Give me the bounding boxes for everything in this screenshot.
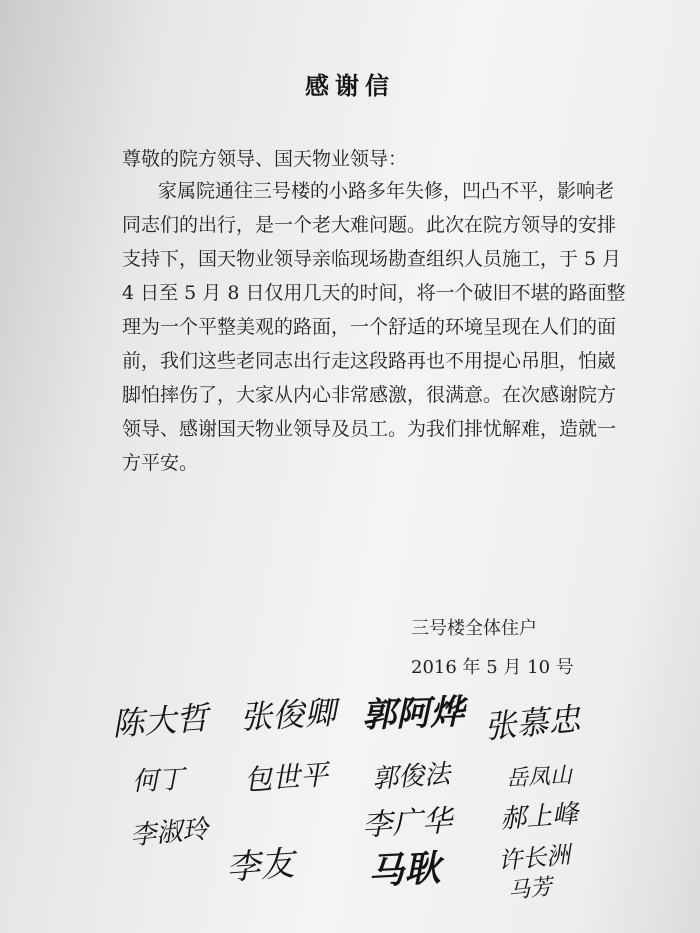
body-line: 理为一个平整美观的路面，一个舒适的环境呈现在人们的面 (122, 316, 617, 338)
body-line: 领导、感谢国天物业领导及员工。为我们排忧解难，造就一 (122, 418, 617, 440)
signature: 马耿 (367, 847, 442, 893)
signature: 张慕忠 (482, 699, 582, 747)
signature: 何丁 (131, 764, 185, 798)
body-line: 家属院通往三号楼的小路多年失修，凹凸不平，影响老 (158, 180, 615, 202)
signature: 陈大哲 (110, 698, 210, 744)
signature: 岳凤山 (505, 763, 573, 792)
signature: 张俊卿 (239, 693, 338, 737)
signature: 包世平 (243, 758, 330, 797)
signature: 马芳 (507, 874, 554, 905)
body-line: 4 日至 5 月 8 日仅用几天的时间，将一个破旧不堪的路面整 (122, 282, 626, 304)
body-line: 支持下，国天物业领导亲临现场勘查组织人员施工，于 5 月 (122, 248, 622, 270)
body-line: 方平安。 (122, 452, 199, 474)
signature: 李广华 (361, 803, 454, 844)
letter-body (122, 174, 626, 480)
sender-line: 三号楼全体住户 (411, 618, 537, 639)
body-line: 脚怕摔伤了，大家从内心非常感激，很满意。在次感谢院方 (122, 384, 617, 406)
body-line: 同志们的出行，是一个老大难问题。此次在院方领导的安排 (122, 214, 617, 236)
signature: 李淑玲 (129, 814, 210, 852)
signature: 许长洲 (497, 840, 572, 876)
letter-title: 感谢信 (305, 72, 395, 100)
letter-date: 2016 年 5 月 10 号 (411, 657, 574, 678)
signature: 郭阿烨 (361, 692, 465, 736)
body-line: 前，我们这些老同志出行走这段路再也不用提心吊胆，怕崴 (122, 350, 617, 372)
salutation: 尊敬的院方领导、国天物业领导： (122, 148, 408, 170)
signature: 郝上峰 (499, 799, 580, 835)
signature: 李友 (224, 843, 296, 889)
signature: 郭俊法 (371, 759, 452, 795)
